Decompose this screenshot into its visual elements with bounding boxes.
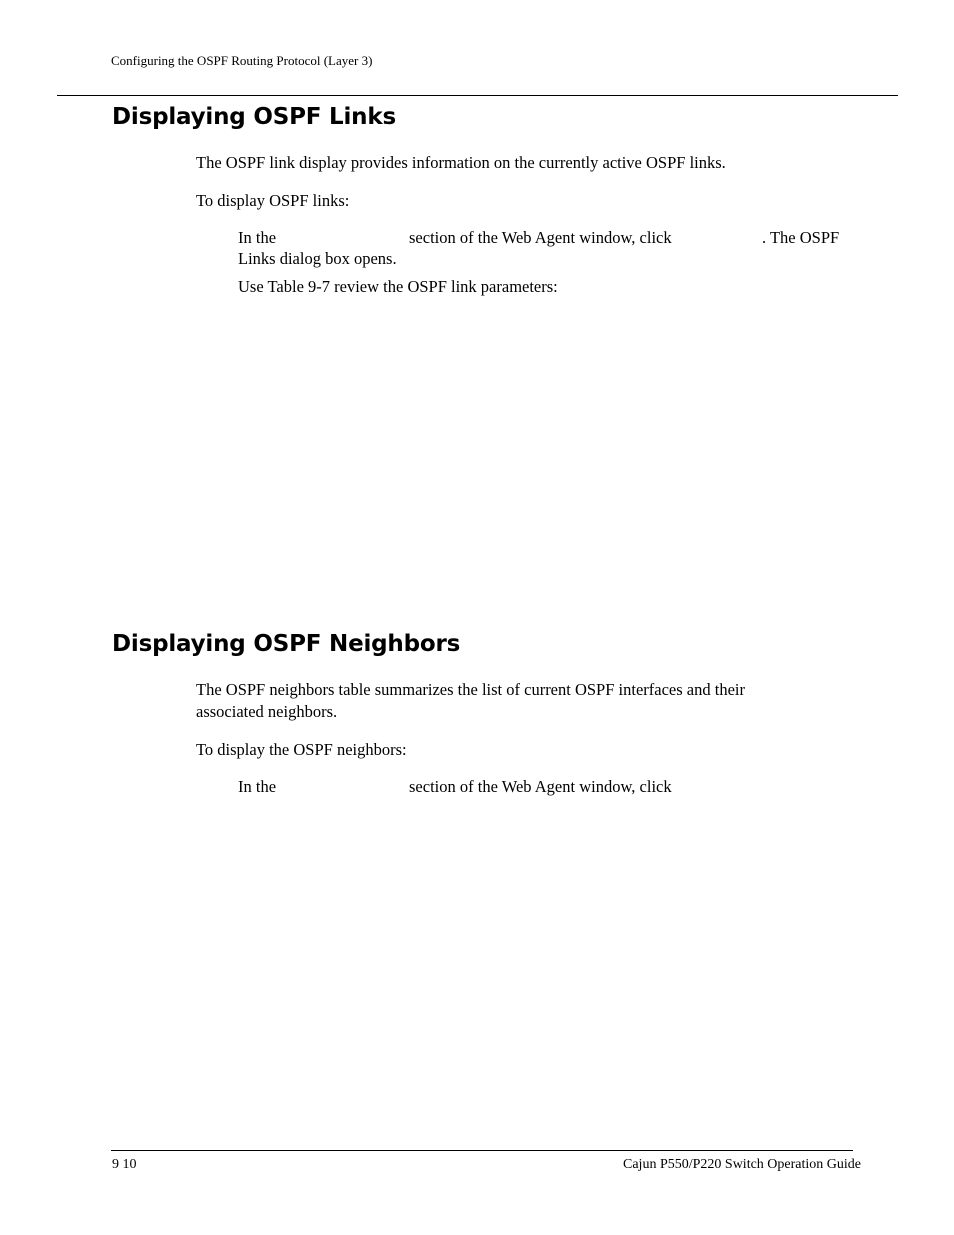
links-step2: Use Table 9-7 review the OSPF link parameters: xyxy=(238,277,558,296)
links-lead-in: To display OSPF links: xyxy=(196,191,350,210)
running-header: Configuring the OSPF Routing Protocol (Layer 3) xyxy=(111,53,373,68)
neighbors-lead-in: To display the OSPF neighbors: xyxy=(196,740,407,759)
header-rule xyxy=(57,95,898,96)
page-number: 9 10 xyxy=(112,1157,137,1172)
section-heading-ospf-neighbors: Displaying OSPF Neighbors xyxy=(112,631,461,657)
footer-rule xyxy=(111,1150,853,1151)
links-step1-text-a: In the xyxy=(238,228,277,247)
neighbors-step1-text-b: section of the Web Agent window, click xyxy=(409,777,672,796)
section-heading-ospf-links: Displaying OSPF Links xyxy=(112,104,396,130)
links-step1-text-b: section of the Web Agent window, click xyxy=(409,228,672,247)
neighbors-step1-text-a: In the xyxy=(238,777,277,796)
neighbors-intro-line-2: associated neighbors. xyxy=(196,702,338,721)
links-step1-text-d: Links dialog box opens. xyxy=(238,249,397,268)
neighbors-intro-line-1: The OSPF neighbors table summarizes the list of current OSPF interfaces and their xyxy=(196,680,745,699)
links-intro-paragraph: The OSPF link display provides information on the currently active OSPF links. xyxy=(196,153,726,172)
links-step1-text-c: . The OSPF xyxy=(762,228,840,247)
footer-guide-title: Cajun P550/P220 Switch Operation Guide xyxy=(623,1157,861,1172)
